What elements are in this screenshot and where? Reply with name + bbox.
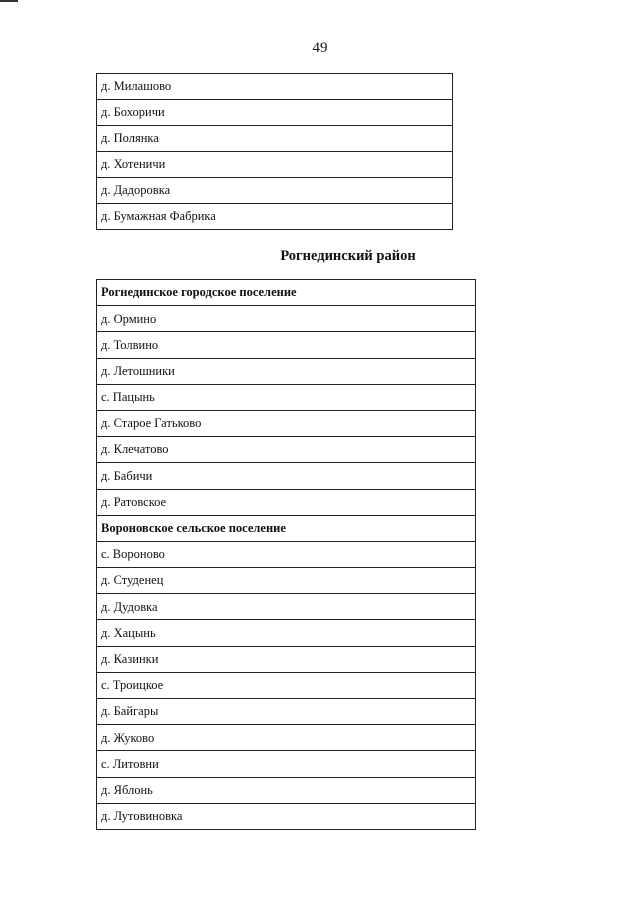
table-row (97, 777, 476, 803)
page-number: 49 (312, 40, 328, 56)
table-row (97, 803, 476, 829)
settlement-name: с. Литовни (97, 751, 476, 777)
settlement-name: д. Милашово (97, 74, 453, 100)
table-row (97, 489, 476, 515)
table-row (97, 358, 476, 384)
settlement-name: д. Ратовское (97, 489, 476, 515)
table-row (97, 568, 476, 594)
table-row (97, 126, 453, 152)
settlement-name: с. Пацынь (97, 384, 476, 410)
table-row (97, 74, 453, 100)
table-row (97, 541, 476, 567)
settlement-group-header: Вороновское сельское поселение (97, 515, 476, 541)
settlement-name: с. Троицкое (97, 672, 476, 698)
settlement-name: д. Дудовка (97, 594, 476, 620)
table-row (97, 699, 476, 725)
settlement-name: д. Дадоровка (97, 178, 453, 204)
rognedino-district-table (96, 279, 476, 830)
table-row (97, 463, 476, 489)
settlement-name: д. Клечатово (97, 437, 476, 463)
group-header-row (97, 280, 476, 306)
settlement-name: д. Казинки (97, 646, 476, 672)
settlement-name: д. Студенец (97, 568, 476, 594)
table-row (97, 410, 476, 436)
table-row (97, 152, 453, 178)
settlement-name: д. Байгары (97, 699, 476, 725)
settlement-name: д. Полянка (97, 126, 453, 152)
table-row (97, 672, 476, 698)
settlement-name: д. Бохоричи (97, 100, 453, 126)
table-row (97, 594, 476, 620)
settlements-table-continued (96, 73, 453, 230)
table-row (97, 646, 476, 672)
settlement-name: д. Ормино (97, 306, 476, 332)
group-header-row (97, 515, 476, 541)
settlement-name: д. Хацынь (97, 620, 476, 646)
settlement-name: д. Бабичи (97, 463, 476, 489)
settlement-name: с. Вороново (97, 541, 476, 567)
settlement-name: д. Толвино (97, 332, 476, 358)
table-row (97, 332, 476, 358)
scan-corner-mark (0, 0, 18, 2)
settlement-name: д. Яблонь (97, 777, 476, 803)
table-row (97, 725, 476, 751)
table-row (97, 384, 476, 410)
table-row (97, 751, 476, 777)
settlement-name: д. Бумажная Фабрика (97, 204, 453, 230)
table-row (97, 306, 476, 332)
settlement-name: д. Хотеничи (97, 152, 453, 178)
settlement-name: д. Жуково (97, 725, 476, 751)
table-row (97, 620, 476, 646)
settlement-name: д. Лутовиновка (97, 803, 476, 829)
table-row (97, 178, 453, 204)
district-heading: Рогнединский район (280, 248, 416, 264)
table-row (97, 204, 453, 230)
table-row (97, 437, 476, 463)
settlement-group-header: Рогнединское городское поселение (97, 280, 476, 306)
table-row (97, 100, 453, 126)
settlement-name: д. Старое Гатьково (97, 410, 476, 436)
settlement-name: д. Летошники (97, 358, 476, 384)
